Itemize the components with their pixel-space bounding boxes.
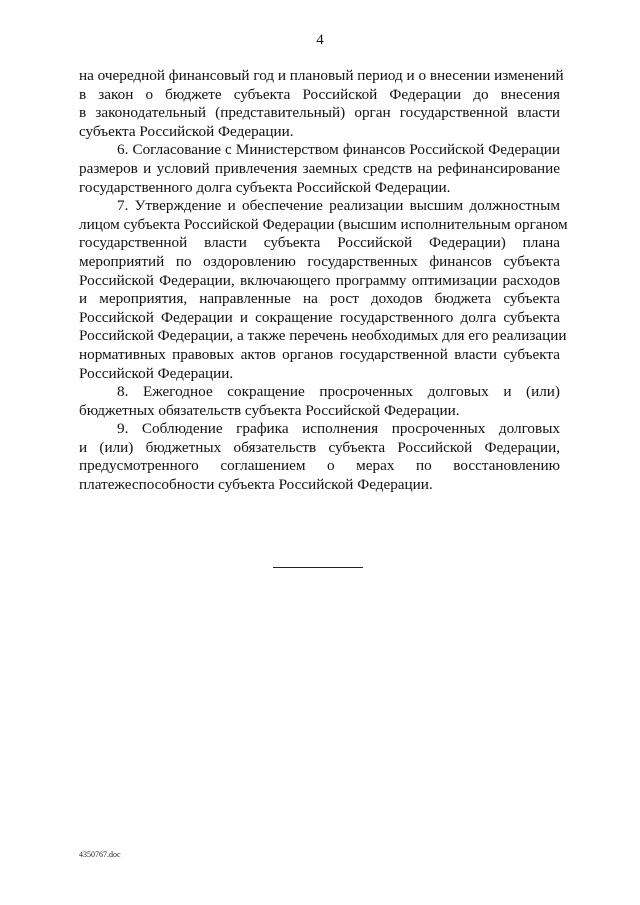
text-line: нормативных правовых актов органов государственной власти субъекта [79, 345, 560, 363]
text-line: размеров и условий привлечения заемных средств на рефинансирование [79, 159, 560, 177]
text-line: 9. Соблюдение графика исполнения просроченных долговых [117, 420, 560, 438]
end-separator-line [273, 567, 363, 568]
footer-file-code: 4350767.doc [79, 850, 121, 859]
text-line: государственного долга субъекта Российской Федерации. [79, 178, 451, 196]
text-line: предусмотренного соглашением о мерах по восстановлению [79, 457, 560, 475]
text-line: Российской Федерации. [79, 364, 234, 382]
text-line: субъекта Российской Федерации. [79, 122, 294, 140]
text-line: Российской Федерации и сокращение государственного долга субъекта [79, 308, 560, 326]
text-line: и (или) бюджетных обязательств субъекта Российской Федерации, [79, 438, 560, 456]
paragraph-item-9 [79, 420, 560, 494]
text-line: государственной власти субъекта Российской Федерации) плана [79, 234, 560, 252]
text-line: бюджетных обязательств субъекта Российской Федерации. [79, 401, 460, 419]
text-line: 7. Утверждение и обеспечение реализации высшим должностным [117, 197, 560, 215]
paragraph-continuation [79, 67, 564, 141]
paragraph-item-6 [79, 141, 560, 197]
text-line: платежеспособности субъекта Российской Федерации. [79, 476, 433, 494]
text-line: в закон о бюджете субъекта Российской Федерации до внесения [79, 85, 560, 103]
text-line: и мероприятия, направленные на рост доходов бюджета субъекта [79, 290, 560, 308]
document-body [79, 67, 568, 495]
text-line: Российской Федерации, а также перечень необходимых для его реализации [79, 327, 567, 345]
paragraph-item-7 [79, 197, 568, 383]
text-line: лицом субъекта Российской Федерации (высшим исполнительным органом [79, 215, 568, 233]
text-line: мероприятий по оздоровлению государственных финансов субъекта [79, 252, 560, 270]
text-line: 6. Согласование с Министерством финансов Российской Федерации [117, 141, 560, 159]
page-number: 4 [316, 32, 324, 48]
text-line: 8. Ежегодное сокращение просроченных долговых и (или) [117, 383, 560, 401]
text-line: на очередной финансовый год и плановый период и о внесении изменений [79, 67, 564, 84]
paragraph-item-8 [79, 383, 560, 420]
text-line: Российской Федерации, включающего программу оптимизации расходов [79, 271, 560, 289]
text-line: в законодательный (представительный) орган государственной власти [79, 104, 560, 122]
